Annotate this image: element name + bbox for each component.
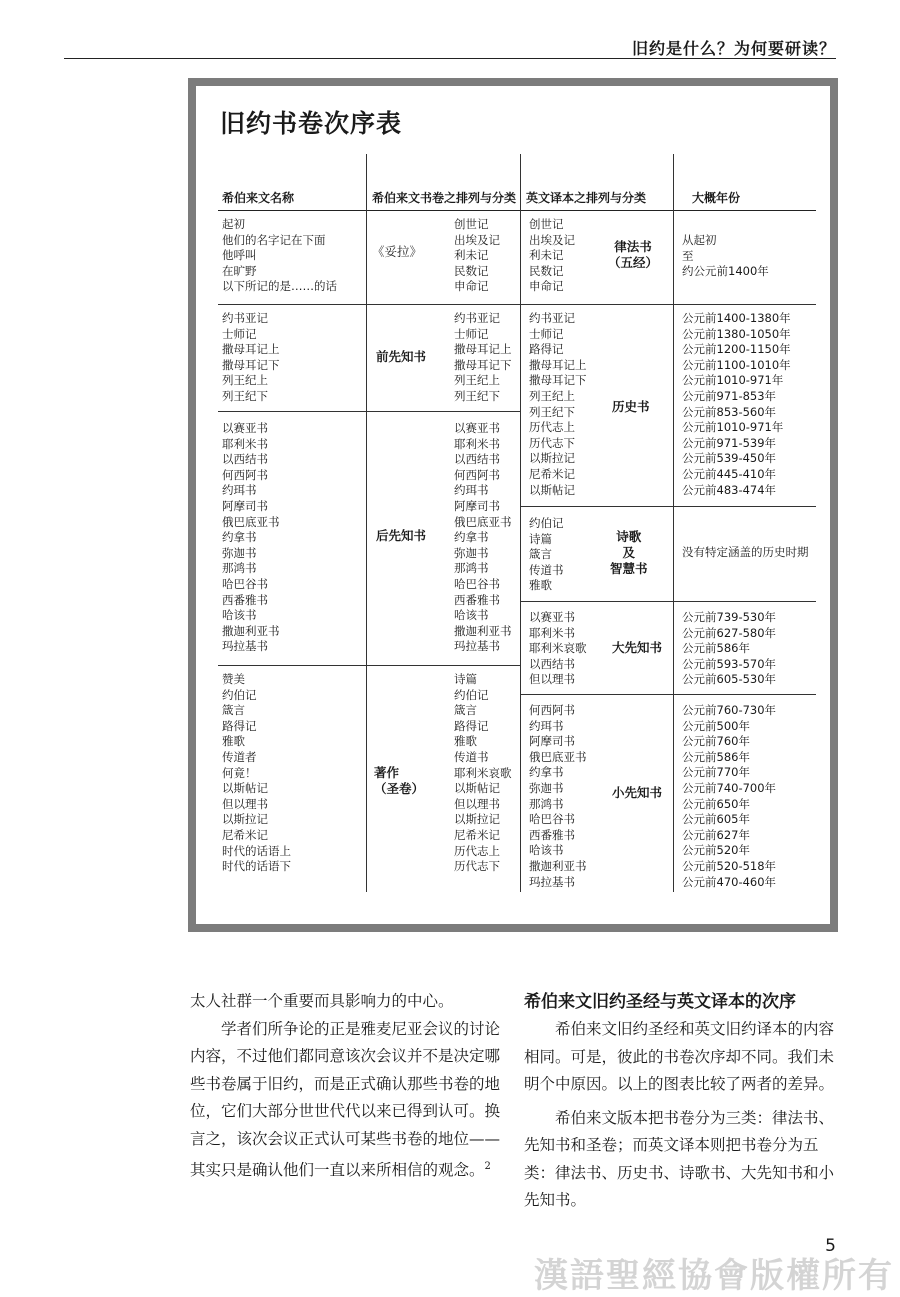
english-group-history: 历史书	[612, 399, 650, 414]
list-item: 哈该书	[222, 608, 257, 623]
list-item: 约伯记	[529, 516, 564, 530]
list-item: 以斯拉记	[454, 812, 500, 827]
english-group-poetry: 诗歌 及 智慧书	[610, 529, 648, 576]
list-item: 公元前470-460年	[682, 874, 777, 889]
date-list-law	[682, 233, 769, 280]
list-item: 至	[682, 248, 694, 263]
list-item: 公元前605年	[682, 812, 750, 827]
list-item: 路得记	[529, 342, 564, 357]
list-item: 诗篇	[454, 672, 477, 686]
section-heading: 希伯来文旧约圣经与英文译本的次序	[524, 992, 796, 1012]
list-item: 俄巴底亚书	[529, 749, 587, 764]
list-item: 公元前760年	[682, 734, 750, 749]
left-text-column	[190, 988, 504, 1185]
english-book-list-law	[529, 217, 575, 295]
date-poetry: 没有特定涵盖的历史时期	[682, 545, 809, 559]
row-divider	[218, 665, 520, 666]
list-item: 公元前1010-971年	[682, 420, 784, 435]
english-book-list-history	[529, 311, 587, 498]
footnote-ref[interactable]: 2	[484, 1161, 491, 1172]
list-item: 约书亚记	[454, 311, 500, 325]
list-item: 弥迦书	[222, 545, 257, 560]
list-item: 列王纪下	[222, 388, 268, 403]
row-divider	[218, 411, 520, 412]
list-item: 公元前650年	[682, 796, 750, 811]
list-item: 以西结书	[454, 452, 500, 467]
list-item: 路得记	[454, 718, 489, 733]
list-item: 以斯帖记	[454, 781, 500, 796]
list-item: 利未记	[454, 248, 489, 263]
list-item: 出埃及记	[454, 232, 500, 247]
header-rule	[64, 58, 836, 59]
list-item: 耶利米书	[529, 625, 575, 640]
list-item: 以赛亚书	[222, 421, 268, 435]
list-item: 公元前770年	[682, 765, 750, 780]
list-item: 申命记	[454, 279, 489, 294]
list-item: 玛拉基书	[222, 639, 268, 654]
list-item: 以斯帖记	[529, 482, 575, 497]
list-item: 公元前971-539年	[682, 435, 777, 450]
list-item: 撒母耳记下	[222, 357, 280, 372]
hebrew-group-latter: 后先知书	[376, 528, 427, 543]
list-item: 撒迦利亚书	[454, 623, 512, 638]
list-item: 公元前1010-971年	[682, 373, 784, 388]
list-item: 公元前1400-1380年	[682, 311, 791, 325]
list-item: 尼希米记	[529, 466, 575, 481]
hebrew-group-writings: 著作 （圣卷）	[374, 765, 425, 796]
hebrew-book-list-law	[454, 217, 500, 295]
list-item: 公元前1380-1050年	[682, 326, 791, 341]
hebrew-name-list-law	[222, 217, 337, 295]
row-divider	[520, 694, 816, 695]
list-item: 约书亚记	[222, 311, 268, 325]
list-item: 撒母耳记上	[454, 342, 512, 357]
english-group-law: 律法书 （五经）	[608, 239, 659, 270]
list-item: 创世记	[529, 217, 564, 231]
list-item: 民数记	[529, 263, 564, 278]
list-item: 弥迦书	[454, 545, 489, 560]
list-item: 出埃及记	[529, 232, 575, 247]
list-item: 以斯拉记	[529, 451, 575, 466]
hebrew-name-list-former	[222, 311, 280, 405]
paragraph: 希伯来文版本把书卷分为三类：律法书、先知书和圣卷；而英文译本则把书卷分为五类：律法书、历史书、诗歌书、大先知书和小先知书。	[524, 1108, 835, 1209]
list-item: 从起初	[682, 233, 717, 247]
list-item: 但以理书	[529, 672, 575, 687]
list-item: 公元前760-730年	[682, 703, 777, 717]
list-item: 诗篇	[529, 531, 552, 546]
list-item: 俄巴底亚书	[222, 514, 280, 529]
list-item: 路得记	[222, 718, 257, 733]
hebrew-book-list-writings	[454, 672, 512, 875]
list-item: 俄巴底亚书	[454, 514, 512, 529]
list-item: 历代志上	[529, 420, 575, 435]
list-item: 何西阿书	[222, 467, 268, 482]
list-item: 时代的话语上	[222, 843, 291, 858]
list-item: 耶利米哀歌	[529, 641, 587, 656]
list-item: 箴言	[529, 547, 552, 562]
list-item: 阿摩司书	[454, 498, 500, 513]
list-item: 申命记	[529, 279, 564, 294]
list-item: 传道书	[529, 562, 564, 577]
column-divider	[366, 154, 367, 892]
english-group-major: 大先知书	[612, 640, 663, 655]
list-item: 约拿书	[529, 765, 564, 780]
date-list-history	[682, 311, 791, 498]
list-item: 约书亚记	[529, 311, 575, 325]
list-item: 在旷野	[222, 263, 257, 278]
list-item: 传道书	[454, 749, 489, 764]
list-item: 起初	[222, 217, 245, 231]
paragraph: 太人社群一个重要而具影响力的中心。	[190, 992, 454, 1010]
english-book-list-minor	[529, 703, 587, 890]
list-item: 公元前500年	[682, 718, 750, 733]
list-item: 西番雅书	[222, 592, 268, 607]
list-item: 以下所记的是……的话	[222, 279, 337, 294]
header-english-order: 英文译本之排列与分类	[526, 191, 647, 205]
hebrew-group-former: 前先知书	[376, 349, 427, 364]
list-item: 历代志上	[454, 843, 500, 858]
table-frame	[188, 78, 838, 932]
list-item: 约珥书	[529, 718, 564, 733]
list-item: 公元前627-580年	[682, 625, 777, 640]
english-book-list-poetry	[529, 516, 564, 594]
hebrew-book-list-former	[454, 311, 512, 405]
list-item: 民数记	[454, 263, 489, 278]
paragraph: 希伯来文旧约圣经和英文旧约译本的内容相同。可是，彼此的书卷次序却不同。我们未明个中原因。以上的图表比较了两者的差异。	[524, 1020, 835, 1093]
list-item: 约珥书	[222, 483, 257, 498]
list-item: 赞美	[222, 672, 245, 686]
list-item: 以赛亚书	[529, 610, 575, 624]
list-item: 但以理书	[222, 796, 268, 811]
list-item: 箴言	[454, 703, 477, 718]
list-item: 公元前586年	[682, 641, 750, 656]
column-divider	[520, 154, 521, 892]
list-item: 撒迦利亚书	[222, 623, 280, 638]
list-item: 撒母耳记上	[222, 342, 280, 357]
list-item: 创世记	[454, 217, 489, 231]
list-item: 列王纪上	[454, 373, 500, 388]
list-item: 何竟！	[222, 765, 257, 780]
list-item: 玛拉基书	[454, 639, 500, 654]
list-item: 约伯记	[454, 687, 489, 702]
list-item: 历代志下	[529, 435, 575, 450]
list-item: 他们的名字记在下面	[222, 232, 326, 247]
list-item: 利未记	[529, 248, 564, 263]
hebrew-group-law: 《妥拉》	[372, 244, 423, 259]
list-item: 哈巴谷书	[529, 812, 575, 827]
list-item: 阿摩司书	[529, 734, 575, 749]
list-item: 传道者	[222, 749, 257, 764]
list-item: 雅歌	[222, 734, 245, 749]
list-item: 公元前1200-1150年	[682, 342, 791, 357]
hebrew-name-list-writings	[222, 672, 291, 875]
table-title: 旧约书卷次序表	[220, 109, 403, 138]
list-item: 公元前971-853年	[682, 388, 777, 403]
list-item: 约珥书	[454, 483, 489, 498]
list-item: 约伯记	[222, 687, 257, 702]
list-item: 列王纪上	[222, 373, 268, 388]
list-item: 公元前483-474年	[682, 482, 777, 497]
list-item: 公元前605-530年	[682, 672, 777, 687]
list-item: 以赛亚书	[454, 421, 500, 435]
list-item: 以西结书	[529, 656, 575, 671]
list-item: 弥迦书	[529, 780, 564, 795]
list-item: 哈巴谷书	[454, 576, 500, 591]
list-item: 公元前740-700年	[682, 780, 777, 795]
paragraph: 学者们所争论的正是雅麦尼亚会议的讨论内容，不过他们都同意该次会议并不是决定哪些书卷属于旧约，而是正式确认那些书卷的地位，它们大部分世世代代以来已得到认可。换言之，该次会议正式认可某些书卷的地位——其实只是确认他们一直以来所相信的观念。$^2$	[190, 1019, 501, 1180]
list-item: 公元前593-570年	[682, 656, 777, 671]
list-item: 以斯帖记	[222, 781, 268, 796]
list-item: 公元前520-518年	[682, 858, 777, 873]
row-divider	[520, 304, 816, 305]
list-item: 以斯拉记	[222, 812, 268, 827]
list-item: 公元前627年	[682, 827, 750, 842]
list-item: 哈巴谷书	[222, 576, 268, 591]
list-item: 哈该书	[454, 608, 489, 623]
list-item: 列王纪下	[529, 404, 575, 419]
list-item: 尼希米记	[222, 827, 268, 842]
english-group-minor: 小先知书	[612, 785, 663, 800]
list-item: 公元前586年	[682, 749, 750, 764]
list-item: 公元前1100-1010年	[682, 357, 791, 372]
list-item: 耶利米书	[454, 436, 500, 451]
list-item: 撒迦利亚书	[529, 858, 587, 873]
list-item: 耶利米哀歌	[454, 765, 512, 780]
list-item: 哈该书	[529, 843, 564, 858]
header-hebrew-name: 希伯来文名称	[222, 191, 295, 205]
right-text-column	[524, 988, 837, 1215]
row-divider	[218, 304, 520, 305]
list-item: 雅歌	[529, 578, 552, 593]
list-item: 那鸿书	[529, 796, 564, 811]
list-item: 公元前539-450年	[682, 451, 777, 466]
page-number: 5	[825, 1236, 836, 1256]
row-divider	[520, 601, 816, 602]
list-item: 那鸿书	[222, 561, 257, 576]
list-item: 约公元前1400年	[682, 264, 769, 279]
header-date: 大概年份	[692, 191, 741, 205]
list-item: 士师记	[529, 326, 564, 341]
list-item: 士师记	[454, 326, 489, 341]
list-item: 箴言	[222, 703, 245, 718]
header-hebrew-order: 希伯来文书卷之排列与分类	[372, 191, 517, 205]
list-item: 公元前853-560年	[682, 404, 777, 419]
list-item: 玛拉基书	[529, 874, 575, 889]
list-item: 列王纪上	[529, 388, 575, 403]
date-list-major	[682, 610, 776, 688]
list-item: 撒母耳记上	[529, 357, 587, 372]
list-item: 西番雅书	[454, 592, 500, 607]
hebrew-book-list-latter	[454, 421, 512, 655]
list-item: 公元前739-530年	[682, 610, 777, 624]
list-item: 历代志下	[454, 859, 500, 874]
date-list-minor	[682, 703, 776, 890]
column-divider	[673, 154, 674, 892]
list-item: 何西阿书	[454, 467, 500, 482]
list-item: 公元前520年	[682, 843, 750, 858]
list-item: 但以理书	[454, 796, 500, 811]
list-item: 时代的话语下	[222, 859, 291, 874]
list-item: 约拿书	[222, 530, 257, 545]
table-panel	[196, 86, 830, 924]
list-item: 尼希米记	[454, 827, 500, 842]
list-item: 西番雅书	[529, 827, 575, 842]
list-item: 公元前445-410年	[682, 466, 777, 481]
list-item: 阿摩司书	[222, 498, 268, 513]
list-item: 何西阿书	[529, 703, 575, 717]
list-item: 撒母耳记下	[529, 373, 587, 388]
row-divider	[520, 506, 816, 507]
list-item: 那鸿书	[454, 561, 489, 576]
list-item: 列王纪下	[454, 388, 500, 403]
list-item: 撒母耳记下	[454, 357, 512, 372]
list-item: 耶利米书	[222, 436, 268, 451]
list-item: 他呼叫	[222, 248, 257, 263]
english-book-list-major	[529, 610, 587, 688]
list-item: 雅歌	[454, 734, 477, 749]
hebrew-name-list-latter	[222, 421, 280, 655]
list-item: 士师记	[222, 326, 257, 341]
list-item: 约拿书	[454, 530, 489, 545]
list-item: 以西结书	[222, 452, 268, 467]
header-rule	[218, 210, 816, 211]
copyright-watermark: 漢語聖經協會版權所有	[534, 1256, 894, 1296]
running-head: 旧约是什么？为何要研读？	[631, 39, 836, 58]
